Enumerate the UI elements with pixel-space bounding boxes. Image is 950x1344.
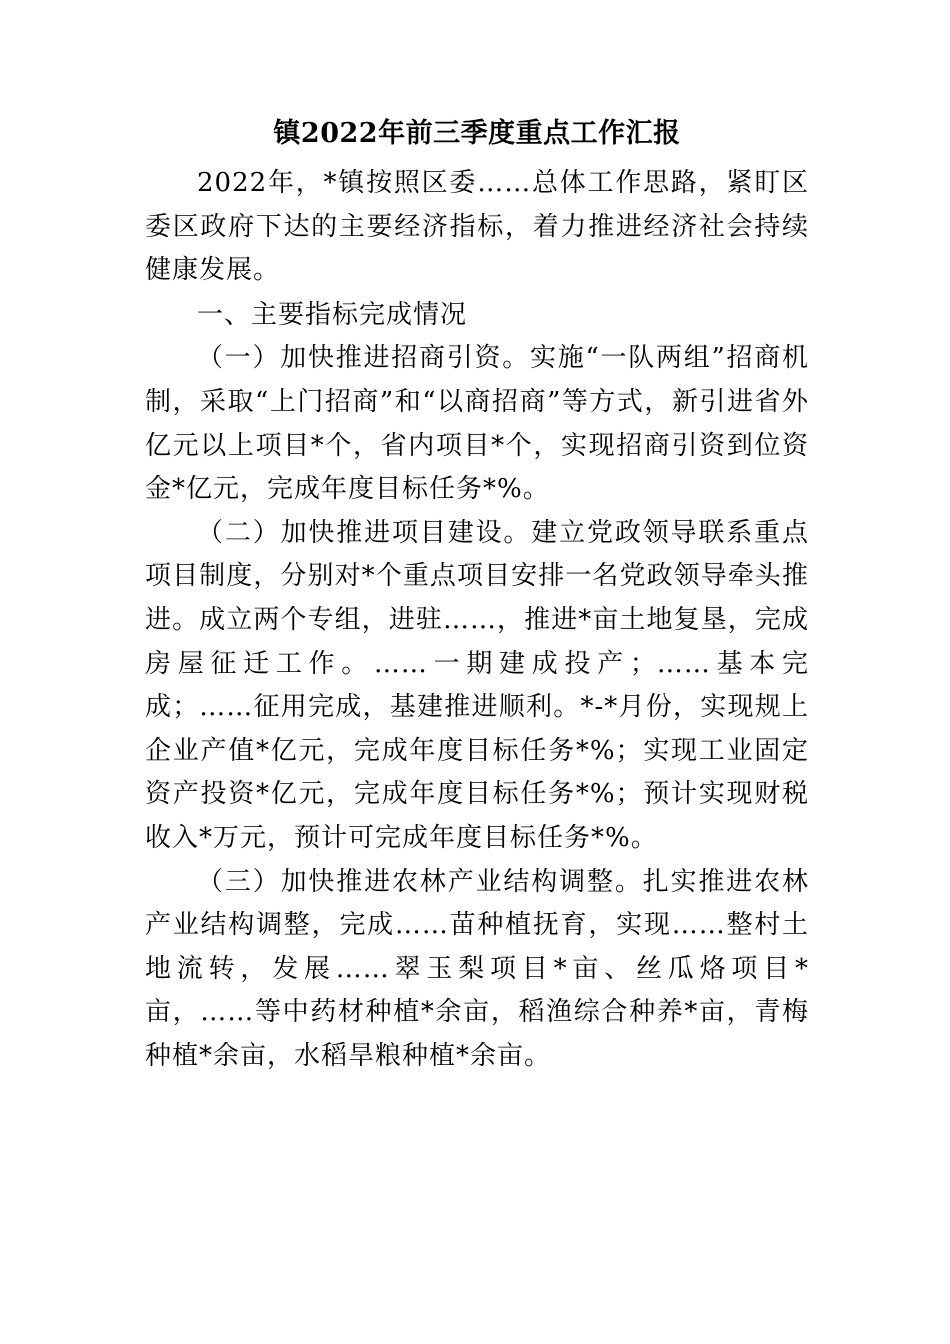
paragraph-project-construction: （二）加快推进项目建设。建立党政领导联系重点项目制度，分别对*个重点项目安排一名党政领导牵头推进。成立两个专组，进驻……，推进*亩土地复垦，完成房屋征迁工作。……一期建成投产；……基本完成；……征用完成，基建推进顺利。*-*月份，实现规上企业产值*亿元，完成年度目标任务*%；实现工业固定资产投资*亿元，完成年度目标任务*%；预计实现财税收入*万元，预计可完成年度目标任务*%。 xyxy=(145,517,809,853)
paragraph-investment-attraction: （一）加快推进招商引资。实施“一队两组”招商机制，采取“上门招商”和“以商招商”等方式，新引进省外亿元以上项目*个，省内项目*个，实现招商引资到位资金*亿元，完成年度目标任务*%。 xyxy=(145,343,809,505)
section-heading-main-indicators: 一、主要指标完成情况 xyxy=(197,299,468,330)
intro-paragraph: 2022年，*镇按照区委……总体工作思路，紧盯区委区政府下达的主要经济指标，着力推进经济社会持续健康发展。 xyxy=(145,168,809,286)
document-body xyxy=(145,114,809,1078)
paragraph-agriculture-forestry: （三）加快推进农林产业结构调整。扎实推进农林产业结构调整，完成……苗种植抚育，实现……整村土地流转，发展……翠玉梨项目*亩、丝瓜烙项目*亩，……等中药材种植*余亩，稻渔综合种养*亩，青梅种植*余亩，水稻旱粮种植*余亩。 xyxy=(145,866,809,1071)
document-title: 镇2022年前三季度重点工作汇报 xyxy=(273,118,681,149)
